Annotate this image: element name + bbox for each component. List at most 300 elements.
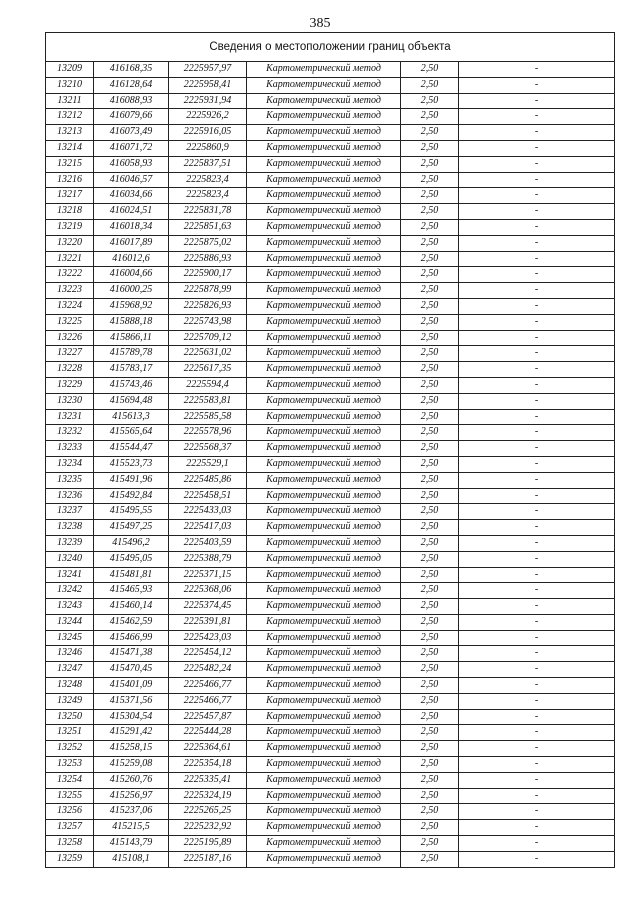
method-cell: Картометрический метод <box>247 409 401 425</box>
y-coordinate-cell: 2225391,81 <box>169 614 247 630</box>
description-cell: - <box>459 599 615 615</box>
y-coordinate-cell: 2225878,99 <box>169 283 247 299</box>
x-coordinate-cell: 415495,05 <box>94 551 169 567</box>
method-cell: Картометрический метод <box>247 298 401 314</box>
table-row <box>46 662 615 678</box>
y-coordinate-cell: 2225466,77 <box>169 693 247 709</box>
description-cell: - <box>459 772 615 788</box>
method-cell: Картометрический метод <box>247 757 401 773</box>
method-cell: Картометрический метод <box>247 820 401 836</box>
y-coordinate-cell: 2225583,81 <box>169 393 247 409</box>
method-cell: Картометрический метод <box>247 693 401 709</box>
table-row <box>46 504 615 520</box>
description-cell: - <box>459 472 615 488</box>
x-coordinate-cell: 415481,81 <box>94 567 169 583</box>
accuracy-cell: 2,50 <box>401 583 459 599</box>
y-coordinate-cell: 2225916,05 <box>169 125 247 141</box>
description-cell: - <box>459 456 615 472</box>
table-row <box>46 599 615 615</box>
accuracy-cell: 2,50 <box>401 567 459 583</box>
table-row <box>46 140 615 156</box>
method-cell: Картометрический метод <box>247 362 401 378</box>
accuracy-cell: 2,50 <box>401 346 459 362</box>
point-number-cell: 13239 <box>46 535 94 551</box>
point-number-cell: 13230 <box>46 393 94 409</box>
point-number-cell: 13221 <box>46 251 94 267</box>
point-number-cell: 13248 <box>46 678 94 694</box>
accuracy-cell: 2,50 <box>401 62 459 78</box>
table-row <box>46 219 615 235</box>
accuracy-cell: 2,50 <box>401 772 459 788</box>
method-cell: Картометрический метод <box>247 456 401 472</box>
y-coordinate-cell: 2225823,4 <box>169 172 247 188</box>
table-row <box>46 646 615 662</box>
description-cell: - <box>459 140 615 156</box>
point-number-cell: 13231 <box>46 409 94 425</box>
description-cell: - <box>459 62 615 78</box>
point-number-cell: 13236 <box>46 488 94 504</box>
method-cell: Картометрический метод <box>247 630 401 646</box>
accuracy-cell: 2,50 <box>401 235 459 251</box>
description-cell: - <box>459 267 615 283</box>
point-number-cell: 13246 <box>46 646 94 662</box>
description-cell: - <box>459 488 615 504</box>
x-coordinate-cell: 416168,35 <box>94 62 169 78</box>
accuracy-cell: 2,50 <box>401 472 459 488</box>
description-cell: - <box>459 535 615 551</box>
table-row <box>46 678 615 694</box>
description-cell: - <box>459 551 615 567</box>
accuracy-cell: 2,50 <box>401 757 459 773</box>
x-coordinate-cell: 415237,06 <box>94 804 169 820</box>
y-coordinate-cell: 2225423,03 <box>169 630 247 646</box>
method-cell: Картометрический метод <box>247 330 401 346</box>
y-coordinate-cell: 2225826,93 <box>169 298 247 314</box>
accuracy-cell: 2,50 <box>401 820 459 836</box>
description-cell: - <box>459 693 615 709</box>
y-coordinate-cell: 2225900,17 <box>169 267 247 283</box>
description-cell: - <box>459 425 615 441</box>
x-coordinate-cell: 416058,93 <box>94 156 169 172</box>
accuracy-cell: 2,50 <box>401 219 459 235</box>
description-cell: - <box>459 614 615 630</box>
x-coordinate-cell: 416012,6 <box>94 251 169 267</box>
point-number-cell: 13227 <box>46 346 94 362</box>
method-cell: Картометрический метод <box>247 709 401 725</box>
method-cell: Картометрический метод <box>247 851 401 867</box>
table-row <box>46 362 615 378</box>
point-number-cell: 13252 <box>46 741 94 757</box>
table-row <box>46 772 615 788</box>
description-cell: - <box>459 409 615 425</box>
method-cell: Картометрический метод <box>247 488 401 504</box>
method-cell: Картометрический метод <box>247 62 401 78</box>
point-number-cell: 13254 <box>46 772 94 788</box>
table-row <box>46 456 615 472</box>
y-coordinate-cell: 2225458,51 <box>169 488 247 504</box>
method-cell: Картометрический метод <box>247 804 401 820</box>
point-number-cell: 13232 <box>46 425 94 441</box>
y-coordinate-cell: 2225851,63 <box>169 219 247 235</box>
method-cell: Картометрический метод <box>247 314 401 330</box>
table-body <box>46 62 615 868</box>
description-cell: - <box>459 757 615 773</box>
point-number-cell: 13234 <box>46 456 94 472</box>
table-row <box>46 125 615 141</box>
description-cell: - <box>459 77 615 93</box>
accuracy-cell: 2,50 <box>401 614 459 630</box>
point-number-cell: 13210 <box>46 77 94 93</box>
y-coordinate-cell: 2225187,16 <box>169 851 247 867</box>
method-cell: Картометрический метод <box>247 125 401 141</box>
point-number-cell: 13228 <box>46 362 94 378</box>
x-coordinate-cell: 416128,64 <box>94 77 169 93</box>
point-number-cell: 13242 <box>46 583 94 599</box>
y-coordinate-cell: 2225585,58 <box>169 409 247 425</box>
y-coordinate-cell: 2225926,2 <box>169 109 247 125</box>
method-cell: Картометрический метод <box>247 219 401 235</box>
method-cell: Картометрический метод <box>247 836 401 852</box>
accuracy-cell: 2,50 <box>401 836 459 852</box>
accuracy-cell: 2,50 <box>401 441 459 457</box>
accuracy-cell: 2,50 <box>401 646 459 662</box>
method-cell: Картометрический метод <box>247 788 401 804</box>
table-row <box>46 709 615 725</box>
x-coordinate-cell: 416034,66 <box>94 188 169 204</box>
table-row <box>46 535 615 551</box>
table-row <box>46 693 615 709</box>
x-coordinate-cell: 416088,93 <box>94 93 169 109</box>
x-coordinate-cell: 415258,15 <box>94 741 169 757</box>
table-row <box>46 204 615 220</box>
description-cell: - <box>459 235 615 251</box>
accuracy-cell: 2,50 <box>401 678 459 694</box>
table-row <box>46 630 615 646</box>
method-cell: Картометрический метод <box>247 535 401 551</box>
accuracy-cell: 2,50 <box>401 172 459 188</box>
table-row <box>46 93 615 109</box>
x-coordinate-cell: 416017,89 <box>94 235 169 251</box>
y-coordinate-cell: 2225568,37 <box>169 441 247 457</box>
method-cell: Картометрический метод <box>247 599 401 615</box>
y-coordinate-cell: 2225388,79 <box>169 551 247 567</box>
description-cell: - <box>459 219 615 235</box>
point-number-cell: 13237 <box>46 504 94 520</box>
y-coordinate-cell: 2225403,59 <box>169 535 247 551</box>
table-row <box>46 820 615 836</box>
description-cell: - <box>459 441 615 457</box>
point-number-cell: 13217 <box>46 188 94 204</box>
method-cell: Картометрический метод <box>247 251 401 267</box>
description-cell: - <box>459 804 615 820</box>
table-row <box>46 393 615 409</box>
table-row <box>46 188 615 204</box>
y-coordinate-cell: 2225466,77 <box>169 678 247 694</box>
y-coordinate-cell: 2225368,06 <box>169 583 247 599</box>
table-row <box>46 725 615 741</box>
table-row <box>46 172 615 188</box>
x-coordinate-cell: 415143,79 <box>94 836 169 852</box>
y-coordinate-cell: 2225886,93 <box>169 251 247 267</box>
accuracy-cell: 2,50 <box>401 140 459 156</box>
x-coordinate-cell: 415460,14 <box>94 599 169 615</box>
description-cell: - <box>459 820 615 836</box>
accuracy-cell: 2,50 <box>401 804 459 820</box>
table-row <box>46 298 615 314</box>
description-cell: - <box>459 172 615 188</box>
x-coordinate-cell: 415260,76 <box>94 772 169 788</box>
accuracy-cell: 2,50 <box>401 283 459 299</box>
method-cell: Картометрический метод <box>247 204 401 220</box>
y-coordinate-cell: 2225860,9 <box>169 140 247 156</box>
y-coordinate-cell: 2225454,12 <box>169 646 247 662</box>
table-row <box>46 346 615 362</box>
y-coordinate-cell: 2225958,41 <box>169 77 247 93</box>
description-cell: - <box>459 93 615 109</box>
accuracy-cell: 2,50 <box>401 504 459 520</box>
accuracy-cell: 2,50 <box>401 156 459 172</box>
table-row <box>46 156 615 172</box>
accuracy-cell: 2,50 <box>401 709 459 725</box>
table-row <box>46 251 615 267</box>
table-title: Сведения о местоположении границ объекта <box>46 33 615 62</box>
point-number-cell: 13212 <box>46 109 94 125</box>
y-coordinate-cell: 2225433,03 <box>169 504 247 520</box>
description-cell: - <box>459 298 615 314</box>
point-number-cell: 13222 <box>46 267 94 283</box>
method-cell: Картометрический метод <box>247 741 401 757</box>
method-cell: Картометрический метод <box>247 551 401 567</box>
point-number-cell: 13214 <box>46 140 94 156</box>
accuracy-cell: 2,50 <box>401 551 459 567</box>
x-coordinate-cell: 416004,66 <box>94 267 169 283</box>
table-row <box>46 851 615 867</box>
description-cell: - <box>459 393 615 409</box>
method-cell: Картометрический метод <box>247 662 401 678</box>
y-coordinate-cell: 2225578,96 <box>169 425 247 441</box>
y-coordinate-cell: 2225354,18 <box>169 757 247 773</box>
description-cell: - <box>459 725 615 741</box>
description-cell: - <box>459 156 615 172</box>
x-coordinate-cell: 415291,42 <box>94 725 169 741</box>
method-cell: Картометрический метод <box>247 109 401 125</box>
accuracy-cell: 2,50 <box>401 204 459 220</box>
accuracy-cell: 2,50 <box>401 851 459 867</box>
table-row <box>46 583 615 599</box>
method-cell: Картометрический метод <box>247 772 401 788</box>
description-cell: - <box>459 709 615 725</box>
description-cell: - <box>459 204 615 220</box>
description-cell: - <box>459 504 615 520</box>
accuracy-cell: 2,50 <box>401 93 459 109</box>
accuracy-cell: 2,50 <box>401 788 459 804</box>
description-cell: - <box>459 851 615 867</box>
method-cell: Картометрический метод <box>247 441 401 457</box>
x-coordinate-cell: 415544,47 <box>94 441 169 457</box>
point-number-cell: 13224 <box>46 298 94 314</box>
table-row <box>46 441 615 457</box>
point-number-cell: 13218 <box>46 204 94 220</box>
point-number-cell: 13256 <box>46 804 94 820</box>
accuracy-cell: 2,50 <box>401 251 459 267</box>
x-coordinate-cell: 415470,45 <box>94 662 169 678</box>
y-coordinate-cell: 2225417,03 <box>169 520 247 536</box>
x-coordinate-cell: 416000,25 <box>94 283 169 299</box>
method-cell: Картометрический метод <box>247 678 401 694</box>
point-number-cell: 13250 <box>46 709 94 725</box>
accuracy-cell: 2,50 <box>401 725 459 741</box>
x-coordinate-cell: 415401,09 <box>94 678 169 694</box>
description-cell: - <box>459 362 615 378</box>
point-number-cell: 13215 <box>46 156 94 172</box>
table-row <box>46 425 615 441</box>
x-coordinate-cell: 415495,55 <box>94 504 169 520</box>
method-cell: Картометрический метод <box>247 646 401 662</box>
y-coordinate-cell: 2225457,87 <box>169 709 247 725</box>
method-cell: Картометрический метод <box>247 140 401 156</box>
accuracy-cell: 2,50 <box>401 77 459 93</box>
method-cell: Картометрический метод <box>247 267 401 283</box>
accuracy-cell: 2,50 <box>401 267 459 283</box>
accuracy-cell: 2,50 <box>401 125 459 141</box>
y-coordinate-cell: 2225831,78 <box>169 204 247 220</box>
table-row <box>46 77 615 93</box>
x-coordinate-cell: 416046,57 <box>94 172 169 188</box>
accuracy-cell: 2,50 <box>401 662 459 678</box>
x-coordinate-cell: 416018,34 <box>94 219 169 235</box>
x-coordinate-cell: 415466,99 <box>94 630 169 646</box>
x-coordinate-cell: 415496,2 <box>94 535 169 551</box>
x-coordinate-cell: 415694,48 <box>94 393 169 409</box>
accuracy-cell: 2,50 <box>401 109 459 125</box>
point-number-cell: 13249 <box>46 693 94 709</box>
x-coordinate-cell: 415968,92 <box>94 298 169 314</box>
point-number-cell: 13258 <box>46 836 94 852</box>
y-coordinate-cell: 2225232,92 <box>169 820 247 836</box>
point-number-cell: 13251 <box>46 725 94 741</box>
description-cell: - <box>459 583 615 599</box>
description-cell: - <box>459 567 615 583</box>
description-cell: - <box>459 109 615 125</box>
point-number-cell: 13209 <box>46 62 94 78</box>
point-number-cell: 13253 <box>46 757 94 773</box>
table-row <box>46 788 615 804</box>
x-coordinate-cell: 415565,64 <box>94 425 169 441</box>
accuracy-cell: 2,50 <box>401 693 459 709</box>
y-coordinate-cell: 2225875,02 <box>169 235 247 251</box>
y-coordinate-cell: 2225837,51 <box>169 156 247 172</box>
point-number-cell: 13213 <box>46 125 94 141</box>
y-coordinate-cell: 2225335,41 <box>169 772 247 788</box>
method-cell: Картометрический метод <box>247 188 401 204</box>
y-coordinate-cell: 2225324,19 <box>169 788 247 804</box>
method-cell: Картометрический метод <box>247 156 401 172</box>
point-number-cell: 13220 <box>46 235 94 251</box>
method-cell: Картометрический метод <box>247 614 401 630</box>
table-row <box>46 409 615 425</box>
table-row <box>46 314 615 330</box>
x-coordinate-cell: 415304,54 <box>94 709 169 725</box>
point-number-cell: 13233 <box>46 441 94 457</box>
point-number-cell: 13225 <box>46 314 94 330</box>
accuracy-cell: 2,50 <box>401 535 459 551</box>
page-number: 385 <box>309 16 331 31</box>
table-row <box>46 836 615 852</box>
method-cell: Картометрический метод <box>247 583 401 599</box>
method-cell: Картометрический метод <box>247 472 401 488</box>
x-coordinate-cell: 415215,5 <box>94 820 169 836</box>
boundary-coordinates-table <box>45 32 615 868</box>
accuracy-cell: 2,50 <box>401 425 459 441</box>
y-coordinate-cell: 2225931,94 <box>169 93 247 109</box>
y-coordinate-cell: 2225485,86 <box>169 472 247 488</box>
accuracy-cell: 2,50 <box>401 741 459 757</box>
y-coordinate-cell: 2225195,89 <box>169 836 247 852</box>
x-coordinate-cell: 416079,66 <box>94 109 169 125</box>
x-coordinate-cell: 415471,38 <box>94 646 169 662</box>
method-cell: Картометрический метод <box>247 235 401 251</box>
x-coordinate-cell: 415108,1 <box>94 851 169 867</box>
table-row <box>46 109 615 125</box>
point-number-cell: 13229 <box>46 377 94 393</box>
x-coordinate-cell: 415523,73 <box>94 456 169 472</box>
accuracy-cell: 2,50 <box>401 314 459 330</box>
description-cell: - <box>459 377 615 393</box>
description-cell: - <box>459 630 615 646</box>
method-cell: Картометрический метод <box>247 520 401 536</box>
x-coordinate-cell: 416073,49 <box>94 125 169 141</box>
method-cell: Картометрический метод <box>247 377 401 393</box>
accuracy-cell: 2,50 <box>401 520 459 536</box>
description-cell: - <box>459 520 615 536</box>
x-coordinate-cell: 415613,3 <box>94 409 169 425</box>
method-cell: Картометрический метод <box>247 93 401 109</box>
method-cell: Картометрический метод <box>247 504 401 520</box>
point-number-cell: 13255 <box>46 788 94 804</box>
description-cell: - <box>459 125 615 141</box>
description-cell: - <box>459 188 615 204</box>
description-cell: - <box>459 251 615 267</box>
point-number-cell: 13243 <box>46 599 94 615</box>
table-row <box>46 551 615 567</box>
method-cell: Картометрический метод <box>247 77 401 93</box>
table-row <box>46 804 615 820</box>
x-coordinate-cell: 416024,51 <box>94 204 169 220</box>
y-coordinate-cell: 2225265,25 <box>169 804 247 820</box>
x-coordinate-cell: 415497,25 <box>94 520 169 536</box>
point-number-cell: 13259 <box>46 851 94 867</box>
point-number-cell: 13244 <box>46 614 94 630</box>
method-cell: Картометрический метод <box>247 346 401 362</box>
x-coordinate-cell: 415491,96 <box>94 472 169 488</box>
accuracy-cell: 2,50 <box>401 362 459 378</box>
method-cell: Картометрический метод <box>247 425 401 441</box>
y-coordinate-cell: 2225529,1 <box>169 456 247 472</box>
point-number-cell: 13257 <box>46 820 94 836</box>
x-coordinate-cell: 415888,18 <box>94 314 169 330</box>
accuracy-cell: 2,50 <box>401 488 459 504</box>
method-cell: Картометрический метод <box>247 283 401 299</box>
method-cell: Картометрический метод <box>247 393 401 409</box>
accuracy-cell: 2,50 <box>401 188 459 204</box>
x-coordinate-cell: 415789,78 <box>94 346 169 362</box>
x-coordinate-cell: 415371,56 <box>94 693 169 709</box>
y-coordinate-cell: 2225617,35 <box>169 362 247 378</box>
x-coordinate-cell: 415256,97 <box>94 788 169 804</box>
point-number-cell: 13235 <box>46 472 94 488</box>
x-coordinate-cell: 415866,11 <box>94 330 169 346</box>
y-coordinate-cell: 2225743,98 <box>169 314 247 330</box>
